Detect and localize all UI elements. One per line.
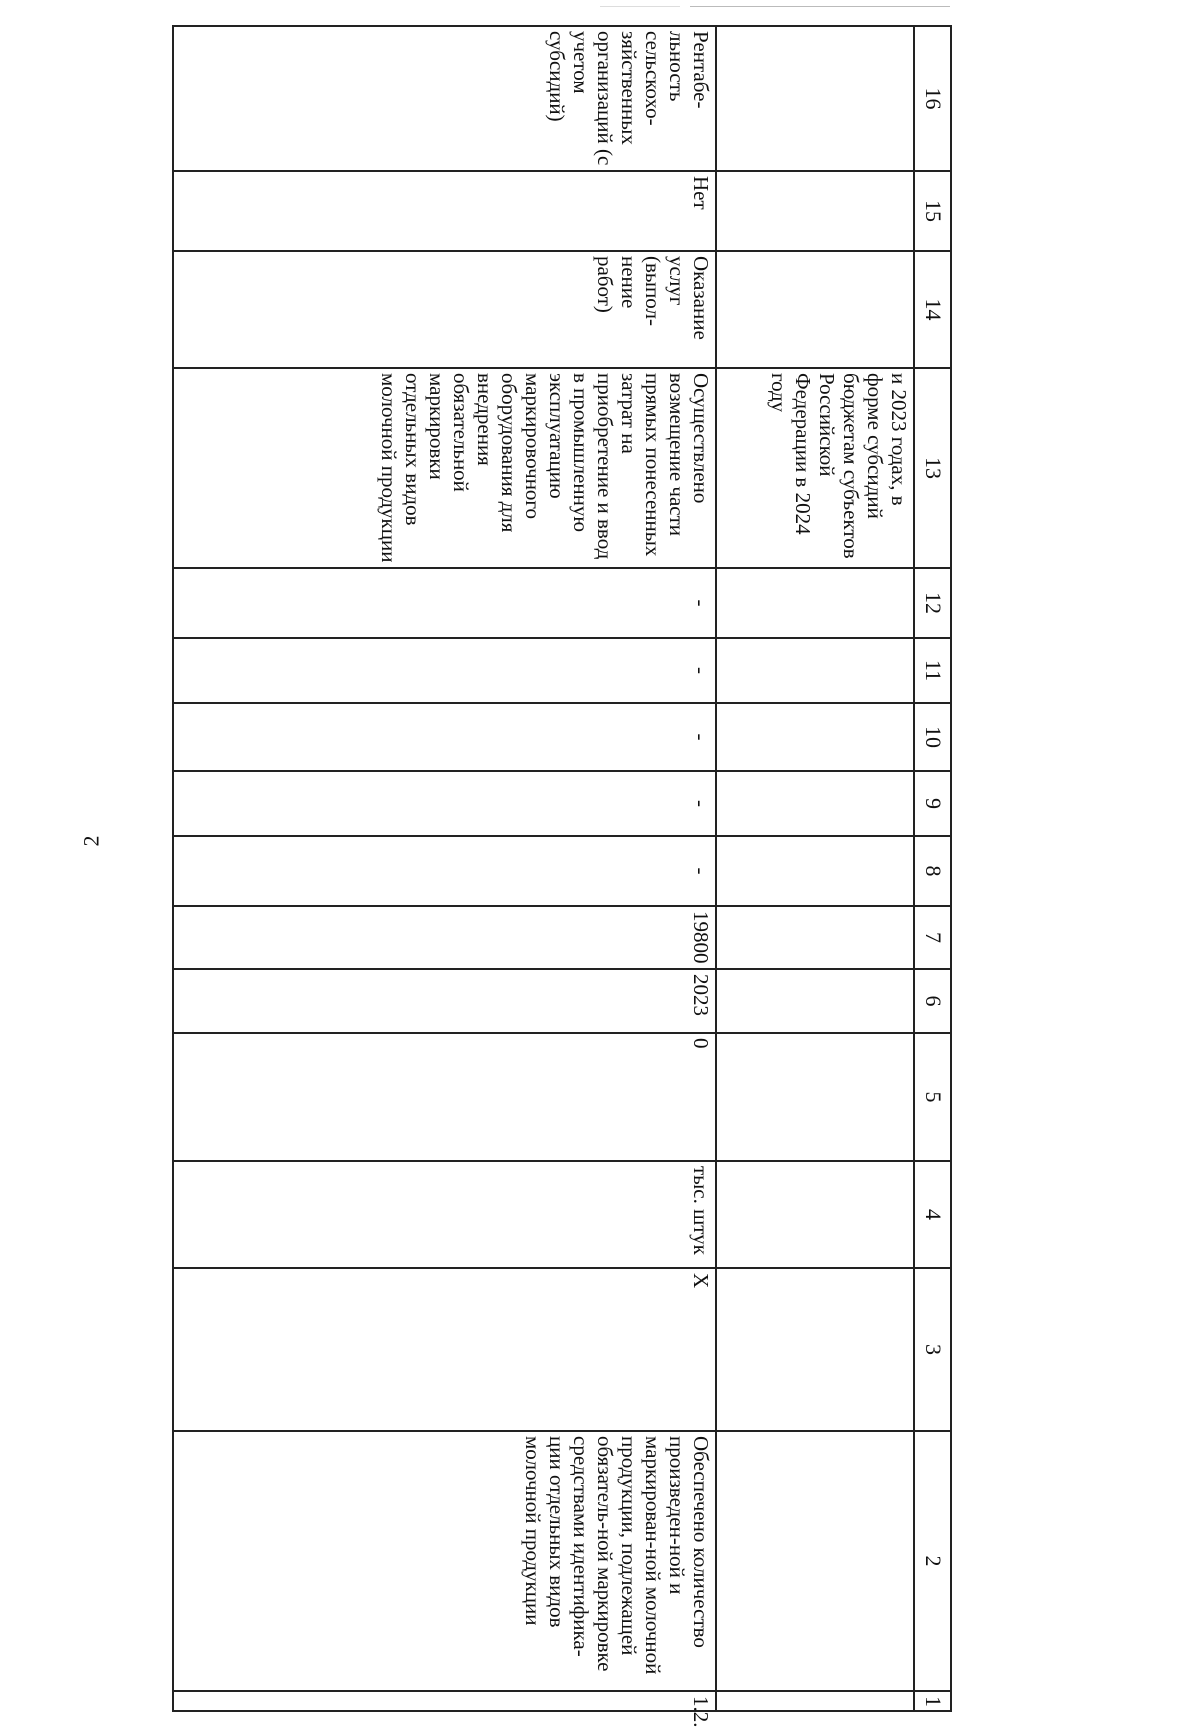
header-cell: 9 bbox=[914, 771, 951, 836]
table-cell bbox=[716, 568, 914, 638]
result-type: Оказание услуг (выпол-нение работ) bbox=[173, 251, 716, 368]
unit-of-measure: тыс. штук bbox=[173, 1161, 716, 1268]
result-name: Обеспечено количество произведен-ной и маркирован-ной молочной продукции, подлежащей обязатель-ной маркировке средствами идентифика-ции отдельных видов молочной продукции bbox=[173, 1431, 716, 1691]
row-number: 1.2. bbox=[173, 1691, 716, 1711]
table-row bbox=[173, 26, 716, 1711]
header-cell: 3 bbox=[914, 1268, 951, 1431]
table-cell bbox=[716, 1161, 914, 1268]
value-2028: - bbox=[173, 703, 716, 771]
flag-value: Нет bbox=[173, 171, 716, 251]
table-cell bbox=[716, 171, 914, 251]
indicators-table bbox=[172, 25, 952, 1728]
header-cell: 16 bbox=[914, 26, 951, 171]
target-value: 19800 bbox=[173, 906, 716, 969]
table-cell bbox=[716, 836, 914, 906]
scan-line bbox=[690, 6, 950, 7]
value-2026: - bbox=[173, 836, 716, 906]
value-2030: - bbox=[173, 568, 716, 638]
table-cell bbox=[716, 1431, 914, 1691]
header-cell: 7 bbox=[914, 906, 951, 969]
table-cell bbox=[716, 1033, 914, 1161]
table-cell bbox=[716, 771, 914, 836]
header-row bbox=[914, 26, 951, 1711]
table-cell bbox=[716, 906, 914, 969]
header-cell: 5 bbox=[914, 1033, 951, 1161]
table-cell bbox=[716, 1691, 914, 1711]
header-cell: 2 bbox=[914, 1431, 951, 1691]
rotated-table-wrapper bbox=[172, 25, 952, 1728]
header-cell: 6 bbox=[914, 969, 951, 1033]
table-cell bbox=[716, 969, 914, 1033]
table-cell bbox=[716, 638, 914, 703]
year-value: 2023 bbox=[173, 969, 716, 1033]
scan-line bbox=[600, 6, 680, 7]
value-2029: - bbox=[173, 638, 716, 703]
base-value: 0 bbox=[173, 1033, 716, 1161]
header-cell: 13 bbox=[914, 368, 951, 568]
continued-result-text: и 2023 годах, в форме субсидий бюджетам субъектов Российской Федерации в 2024 году bbox=[716, 368, 914, 568]
header-cell: 10 bbox=[914, 703, 951, 771]
table-cell bbox=[716, 1268, 914, 1431]
header-cell: 8 bbox=[914, 836, 951, 906]
header-cell: 4 bbox=[914, 1161, 951, 1268]
header-cell: 12 bbox=[914, 568, 951, 638]
indicator-name: Рентабе-льность сельскохо-зяйственных организаций (с учетом субсидий) bbox=[173, 26, 716, 171]
result-description: Осуществлено возмещение части прямых понесенных затрат на приобретение и ввод в промышленную эксплуатацию маркировочного оборудования для внедрения обязательной маркировки отдельных видов молочной продукции bbox=[173, 368, 716, 568]
continuation-row bbox=[716, 26, 914, 1711]
value-2027: - bbox=[173, 771, 716, 836]
header-cell: 1 bbox=[914, 1691, 951, 1711]
table-cell bbox=[716, 703, 914, 771]
header-cell: 14 bbox=[914, 251, 951, 368]
page-number: 2 bbox=[78, 835, 104, 847]
marker-cell: Х bbox=[173, 1268, 716, 1431]
header-cell: 15 bbox=[914, 171, 951, 251]
table-cell bbox=[716, 251, 914, 368]
table-cell bbox=[716, 26, 914, 171]
header-cell: 11 bbox=[914, 638, 951, 703]
